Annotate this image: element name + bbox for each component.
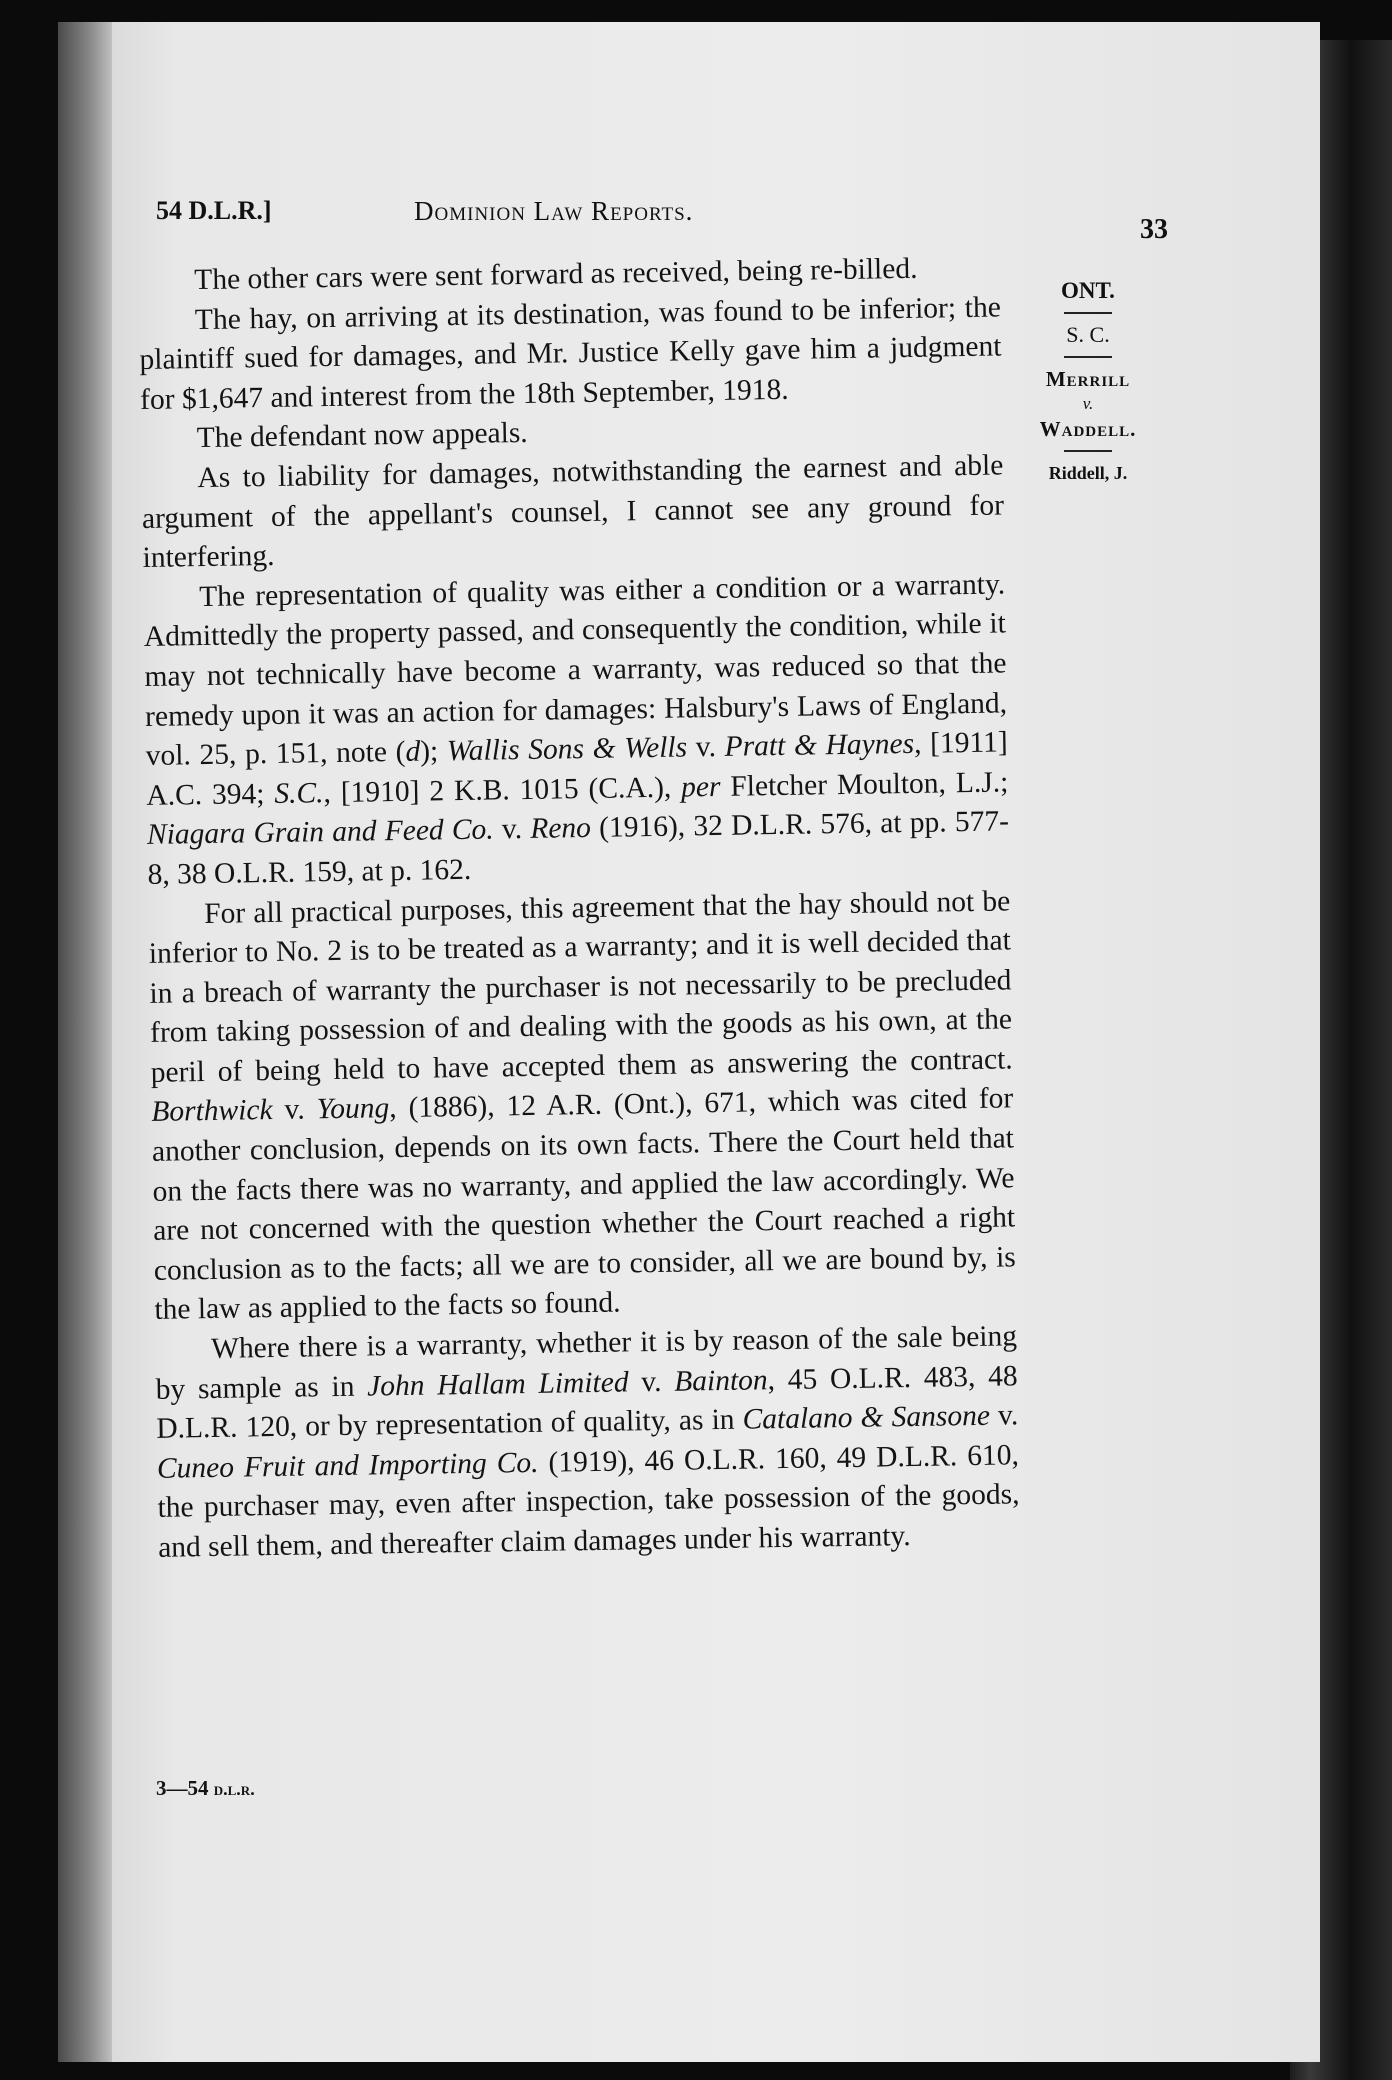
case-name: Catalano & Sansone [742, 1399, 991, 1436]
text-run: Where there is a warranty, whether it is by reason of the sale being by sample as in [155, 1320, 1018, 1406]
signature-mark [156, 1776, 255, 1801]
text-run: For all practical purposes, this agreement that the hay should not be inferior to No. 2 is to be treated as a warranty; and it is well decided that in a breach of warranty the purchaser is not necessarily to be precluded from taking possession of and dealing with the goods as his own, at the peril of being held to have accepted them as answering the contract. [148, 884, 1013, 1089]
italic-run: per [680, 770, 721, 804]
side-note-rule [1064, 312, 1112, 314]
italic-run: S.C. [274, 776, 324, 810]
case-name: Reno [530, 812, 592, 846]
side-note [1018, 276, 1158, 488]
text-run: , (1886), 12 A.R. (Ont.), 671, which was cited for another conclusion, depends on its own facts. There the Court held that on the facts there was no warranty, and applied the law accordingly. We are not concerned with the question whether the Court reached a right conclusion as to the facts; all we are to consider, all we are bound by, is the law as applied to the facts so found. [151, 1082, 1016, 1327]
paragraph: The hay, on arriving at its destination, was found to be inferior; the plaintiff sued for damages, and Mr. Justice Kelly gave him a judgment for $1,647 and interest from the 18th September, 1918. [139, 291, 1002, 416]
text-run: v. [493, 813, 531, 846]
text-run: , [1911] A.C. 394; [146, 726, 1008, 812]
case-name: Wallis Sons & Wells [446, 731, 688, 768]
paragraph [148, 882, 1017, 1331]
text-run: v. [686, 730, 725, 764]
paragraph: As to liability for damages, notwithstanding the earnest and able argument of the appellant's counsel, I cannot see any ground for interfering. [141, 449, 1005, 575]
text-run: , 45 O.L.R. 483, 48 D.L.R. 120, or by representation of quality, as in [156, 1359, 1018, 1446]
side-note-province: ONT. [1061, 278, 1115, 303]
case-name: Young [316, 1092, 390, 1126]
side-note-versus: v. [1082, 394, 1094, 413]
case-name: Pratt & Haynes [724, 727, 915, 763]
side-note-rule [1064, 356, 1112, 358]
case-name: Bainton [673, 1363, 768, 1398]
text-run: Fletcher Moulton, L.J.; [720, 766, 1009, 803]
case-name: Borthwick [151, 1094, 273, 1129]
side-note-judge: Riddell, J. [1048, 463, 1128, 483]
case-name: John Hallam Limited [366, 1366, 629, 1403]
paragraph [143, 565, 1010, 895]
case-name: Niagara Grain and Feed Co. [146, 813, 494, 852]
volume-reference: 54 D.L.R.] [156, 196, 272, 225]
paragraph: The other cars were sent forward as received, being re-billed. [194, 252, 918, 297]
signature-abbreviation: d.l.r. [213, 1779, 255, 1799]
text-run: v. [272, 1093, 317, 1127]
running-title: Dominion Law Reports. [414, 196, 694, 226]
page-gutter-shadow [58, 22, 112, 2062]
side-note-plaintiff: Merrill [1045, 367, 1131, 391]
side-note-court: S. C. [1066, 322, 1110, 347]
italic-run: d [405, 735, 421, 768]
text-run: ); [419, 735, 448, 768]
paragraph: The defendant now appeals. [196, 417, 528, 455]
text-run: The representation of quality was either a condition or a warranty. Admittedly the property passed, and consequently the condition, while it may not technically have become a warranty, was reduced so that the remedy upon it was an action for damages: Halsbury's Laws of England, vol. 25, p. 151, note ( [143, 568, 1008, 773]
text-run: (1916), 32 D.L.R. 576, at pp. 577-8, 38 O.L.R. 159, at p. 162. [147, 805, 1010, 891]
text-run: v. [989, 1399, 1019, 1432]
text-run: , [1910] 2 K.B. 1015 (C.A.), [323, 771, 682, 809]
text-run: v. [628, 1365, 675, 1399]
side-note-rule [1064, 450, 1112, 452]
judgment-text [138, 248, 1020, 1568]
running-header [156, 196, 1168, 246]
signature-number: 3—54 [156, 1776, 214, 1800]
case-name: Cuneo Fruit and Importing Co. [156, 1446, 539, 1485]
text-run: (1919), 46 O.L.R. 160, 49 D.L.R. 610, the purchaser may, even after inspection, take possession of the goods, and sell them, and thereafter claim damages under his warranty. [157, 1439, 1020, 1564]
side-note-defendant: Waddell. [1039, 417, 1137, 441]
page-number: 33 [1140, 214, 1168, 245]
paragraph [155, 1317, 1021, 1568]
